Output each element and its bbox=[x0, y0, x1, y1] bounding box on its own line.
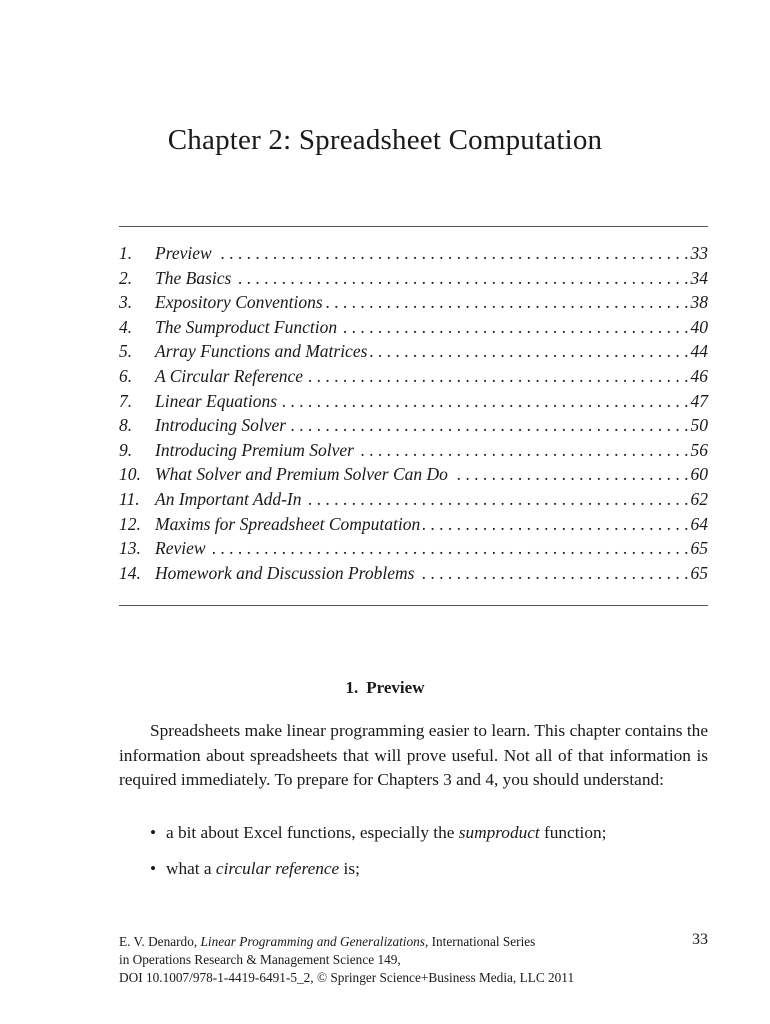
bullet-text-before: what a bbox=[166, 859, 216, 878]
toc-entry-page: 40 bbox=[690, 316, 708, 337]
toc-top-rule bbox=[119, 226, 708, 227]
footer-book-title: Linear Programming and Generalizations, bbox=[200, 934, 429, 949]
toc-entry bbox=[119, 317, 708, 342]
toc-entry bbox=[119, 243, 708, 268]
toc-entry bbox=[119, 366, 708, 391]
toc-entry-title: What Solver and Premium Solver Can Do bbox=[155, 464, 448, 485]
toc-entry-number: 11. bbox=[119, 488, 140, 509]
bullet-item bbox=[150, 857, 710, 893]
toc-entry-number: 2. bbox=[119, 267, 133, 288]
toc-leader-dots bbox=[306, 366, 688, 387]
toc-entry-page: 64 bbox=[690, 513, 708, 534]
toc-leader-dots bbox=[417, 563, 688, 584]
bullet-item bbox=[150, 821, 710, 857]
toc-entry bbox=[119, 268, 708, 293]
section-title: Preview bbox=[366, 678, 425, 697]
toc-entry-number: 6. bbox=[119, 365, 133, 386]
toc-leader-dots bbox=[423, 514, 688, 535]
toc-entry-title: A Circular Reference bbox=[155, 365, 304, 386]
bullet-dot: • bbox=[150, 859, 157, 878]
section-heading bbox=[0, 678, 770, 698]
bullet-text-after: is; bbox=[339, 859, 360, 878]
toc-entry bbox=[119, 514, 708, 539]
toc-entry-page: 56 bbox=[690, 439, 708, 460]
toc-entry bbox=[119, 341, 708, 366]
toc-entry-page: 65 bbox=[690, 538, 708, 559]
toc-entry bbox=[119, 538, 708, 563]
toc-entry-title: Linear Equations bbox=[155, 390, 278, 411]
toc-entry bbox=[119, 391, 708, 416]
toc-entry-page: 60 bbox=[690, 464, 708, 485]
toc-entry bbox=[119, 464, 708, 489]
toc-entry-number: 9. bbox=[119, 439, 133, 460]
toc-entry-number: 14. bbox=[119, 562, 141, 583]
toc-entry-page: 44 bbox=[690, 341, 708, 362]
toc-entry-number: 8. bbox=[119, 415, 133, 436]
bullet-text-emphasis: circular reference bbox=[215, 859, 340, 878]
bullet-text-after: function; bbox=[539, 823, 607, 842]
copyright-footer bbox=[119, 933, 708, 987]
toc-entry bbox=[119, 489, 708, 514]
toc-leader-dots bbox=[209, 538, 689, 559]
footer-line-1 bbox=[119, 933, 708, 951]
bullet-text-emphasis: sumproduct bbox=[458, 823, 540, 842]
toc-entry-number: 7. bbox=[119, 390, 133, 411]
toc-entry-title: Preview bbox=[155, 243, 212, 263]
toc-entry bbox=[119, 563, 708, 588]
toc-leader-dots bbox=[304, 489, 688, 510]
section-number: 1. bbox=[345, 678, 359, 697]
page-number: 33 bbox=[692, 931, 708, 948]
toc-entry-title: Introducing Solver bbox=[155, 415, 287, 436]
toc-entry-page: 34 bbox=[690, 267, 708, 288]
bullet-list bbox=[150, 821, 710, 893]
table-of-contents bbox=[119, 243, 708, 587]
toc-entry-title: Array Functions and Matrices bbox=[155, 341, 368, 362]
toc-leader-dots bbox=[234, 268, 688, 289]
toc-entry-title: An Important Add-In bbox=[155, 488, 302, 509]
toc-entry-title: Maxims for Spreadsheet Computation bbox=[155, 513, 421, 534]
toc-entry-number: 12. bbox=[119, 513, 141, 534]
toc-entry-number: 5. bbox=[119, 341, 133, 362]
toc-leader-dots bbox=[357, 440, 689, 461]
toc-entry-number: 10. bbox=[119, 464, 141, 485]
footer-line-3: DOI 10.1007/978-1-4419-6491-5_2, © Springer Science+Business Media, LLC 2011 bbox=[119, 970, 575, 985]
toc-entry-page: 50 bbox=[690, 415, 708, 436]
toc-entry-page: 46 bbox=[690, 365, 708, 386]
toc-entry-title: Homework and Discussion Problems bbox=[155, 562, 415, 583]
toc-bottom-rule bbox=[119, 605, 708, 606]
toc-entry-title: Expository Conventions bbox=[155, 292, 323, 313]
toc-entry-number: 1. bbox=[119, 243, 133, 263]
toc-entry-page: 62 bbox=[690, 488, 708, 509]
toc-entry-title: Introducing Premium Solver bbox=[155, 439, 354, 460]
toc-entry-title: The Sumproduct Function bbox=[155, 316, 338, 337]
bullet-dot: • bbox=[150, 823, 157, 842]
toc-entry bbox=[119, 292, 708, 317]
toc-leader-dots bbox=[289, 415, 688, 436]
toc-leader-dots bbox=[370, 341, 688, 362]
toc-entry-number: 13. bbox=[119, 538, 141, 559]
footer-series: International Series bbox=[428, 934, 536, 949]
toc-entry-title: The Basics bbox=[155, 267, 232, 288]
toc-entry-title: Review bbox=[155, 538, 206, 559]
toc-leader-dots bbox=[280, 391, 688, 412]
toc-entry-page: 33 bbox=[690, 243, 708, 263]
toc-entry bbox=[119, 415, 708, 440]
toc-entry-number: 3. bbox=[119, 292, 133, 313]
toc-leader-dots bbox=[340, 317, 688, 338]
toc-entry-number: 4. bbox=[119, 316, 133, 337]
toc-leader-dots bbox=[326, 292, 689, 313]
body-paragraph: Spreadsheets make linear programming easier to learn. This chapter contains the information about spreadsheets that will prove useful. Not all of that information is required immediately. To prepare for Chapters 3 and 4, you should understand: bbox=[119, 721, 708, 789]
footer-line-2: in Operations Research & Management Science 149, bbox=[119, 952, 401, 967]
toc-entry-page: 47 bbox=[690, 390, 708, 411]
toc-entry-page: 38 bbox=[690, 292, 708, 313]
toc-entry-page: 65 bbox=[690, 562, 708, 583]
toc-entry bbox=[119, 440, 708, 465]
toc-leader-dots bbox=[215, 243, 689, 264]
footer-author: E. V. Denardo, bbox=[119, 934, 201, 949]
toc-leader-dots bbox=[451, 464, 689, 485]
bullet-text-before: a bit about Excel functions, especially the bbox=[166, 823, 459, 842]
chapter-title: Chapter 2: Spreadsheet Computation bbox=[167, 124, 603, 156]
